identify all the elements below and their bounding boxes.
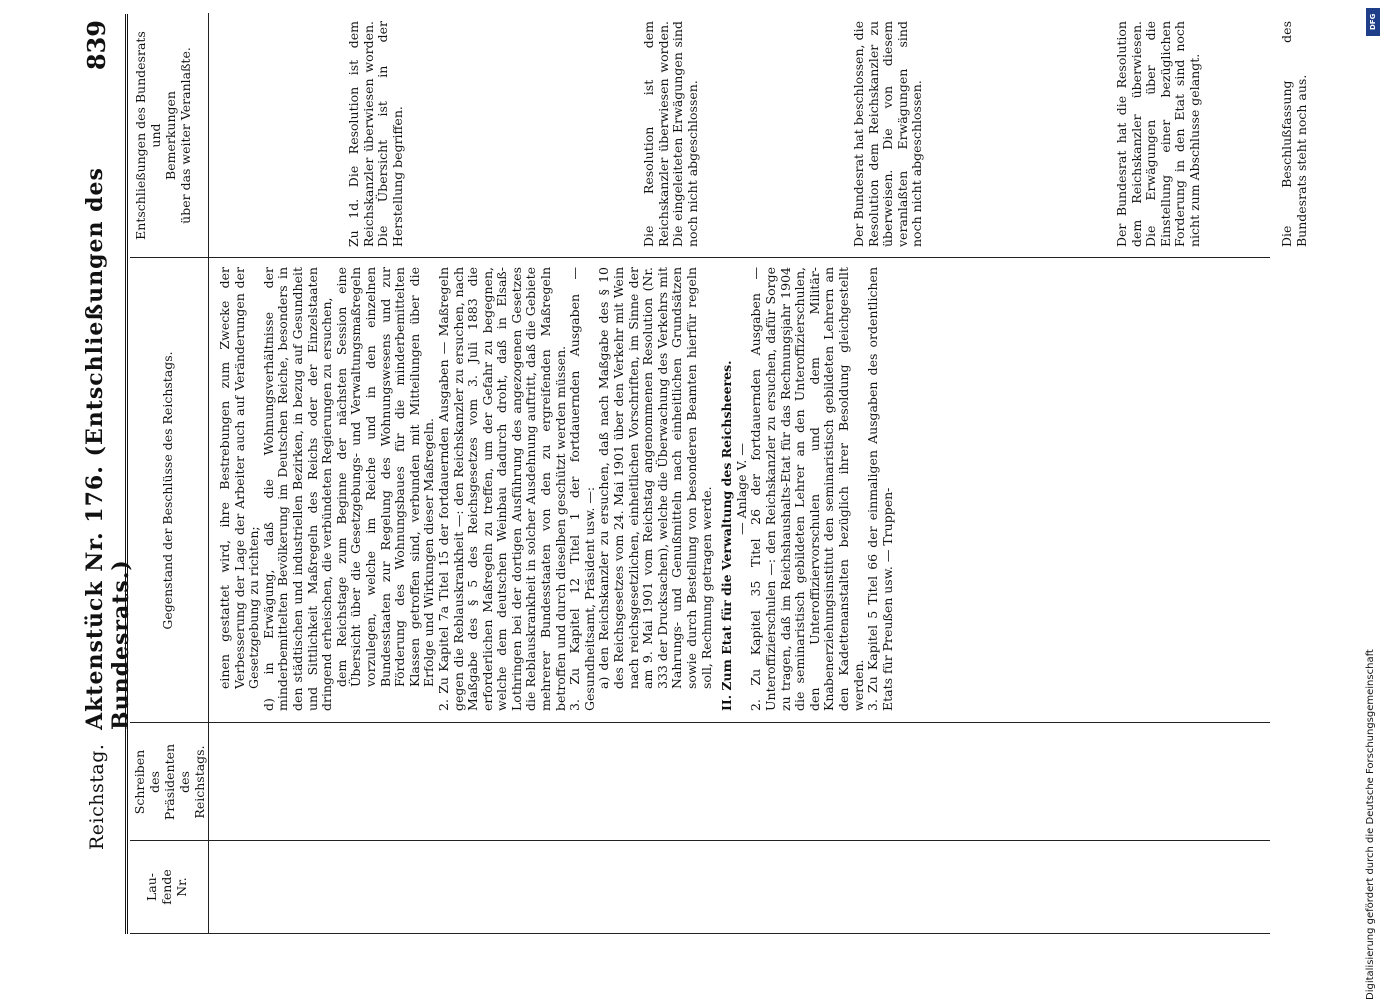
anlage-label: — Anlage V. — (733, 443, 749, 535)
resolution-table (130, 13, 1309, 934)
gegenstand-paragraph: d) in Erwägung, daß die Wohnungsverhältnisse der minderbemittelten Bevölkerung im Deutschen Reiche, besonders in den städtischen und industriellen Bezirken, in bezug auf Gesundheit und Sittlichkeit Maßregeln des Reichs oder der Einzelstaaten dringend erheischen, die verbündeten Regierungen zu ersuchen, (260, 267, 335, 711)
gegenstand-paragraph: a) den Reichskanzler zu ersuchen, daß nach Maßgabe des § 10 des Reichsgesetzes vom 24. Mai 1901 über den Verkehr mit Wein nach reichsgesetzlichen, einheitlichen Vorschriften, im Sinne der am 9. Mai 1901 vom Reichstag angenommenen Resolution (Nr. 333 der Drucksachen), welche die Überwachung des Verkehrs mit Nahrungs- und Genußmitteln nach einheitlichen Grundsätzen sowie durch Bestellung von besonderen Beamten hierfür regeln soll, Rechnung getragen werde. (596, 267, 714, 689)
column-header-gegenstand: Gegenstand der Beschlüsse des Reichstags. (130, 257, 209, 723)
gegenstand-paragraph: einen gestattet wird, ihre Bestrebungen zum Zwecke der Verbesserung der Lage der Arbeiter auch auf Veränderungen der Gesetzgebung zu richten; (217, 267, 262, 689)
entschliessung-3: Der Bundesrat hat beschlossen, die Resolution dem Reichskanzler zu überweisen. Die von diesem veranlaßten Erwägungen sind noch nicht abgeschlossen. (851, 21, 925, 247)
digitization-credit: Digitalisierung gefördert durch die Deutsche Forschungsgemeinschaft (1365, 649, 1376, 1000)
entschliessung-1: Zu 1d. Die Resolution ist dem Reichskanzler überwiesen worden. Die Übersicht ist in der Herstellung begriffen. (346, 21, 405, 247)
section-heading: II. Zum Etat für die Verwaltung des Reichsheeres. (719, 360, 735, 711)
gegenstand-paragraph: 3. Zu Kapitel 12 Titel 1 der fortdauernden Ausgaben — Gesundheitsamt, Präsident usw. —: (567, 267, 597, 711)
gegenstand-paragraph: 3. Zu Kapitel 5 Titel 66 der einmaligen Ausgaben des ordentlichen Etats für Preußen usw. — Truppen- (865, 267, 895, 711)
rotated-document-page (50, 0, 1309, 1000)
gegenstand-paragraph: 2. Zu Kapitel 7a Titel 15 der fortdauernden Ausgaben — Maßregeln gegen die Reblauskrankheit —: den Reichskanzler zu ersuchen, nach Maßgabe des § 5 des Reichsgesetzes vom 3. Juli 1883 die erforderlichen Maßregeln zu treffen, um der Gefahr zu begegnen, welche dem deutschen Weinbau dadurch droht, daß in Elsaß-Lothringen bei der dortigen Ausführung des angezogenen Gesetzes die Reblauskrankheit in solcher Ausdehnung auftritt, daß die Gebiete mehrerer Bundesstaaten von den zu ergreifenden Maßregeln betroffen und durch dieselben geschützt werden müssen. (435, 267, 568, 711)
column-divider (130, 840, 1270, 841)
entschliessung-4: Der Bundesrat hat die Resolution dem Reichskanzler überwiesen. Die Erwägungen über die Einstellung einer bezüglichen Forderung in den Etat sind noch nicht zum Abschlusse gelangt. (1114, 21, 1202, 247)
dfg-logo: DFG (1366, 8, 1380, 36)
column-divider (130, 257, 1270, 258)
page-header (82, 20, 134, 850)
column-divider (130, 722, 1270, 723)
entschliessung-2: Die Resolution ist dem Reichskanzler überwiesen worden. Die eingeleiteten Erwägungen sind noch nicht abgeschlossen. (641, 21, 700, 247)
header-rule (125, 14, 128, 934)
page-number: 839 (82, 20, 111, 71)
column-header-nr: Lau- fende Nr. (130, 840, 209, 933)
gegenstand-body (218, 267, 895, 711)
gegenstand-paragraph: dem Reichstage zum Beginne der nächsten Session eine Übersicht über die Gesetzgebungs- und Verwaltungsmaßregeln vorzulegen, welche im Reiche und in den einzelnen Bundesstaaten zur Regelung des Wohnungswesens und zur Förderung des Wohnungsbaues für die minderbemittelten Klassen getroffen sind, verbunden mit Mitteilungen über die Erfolge und Wirkungen dieser Maßregeln. (333, 267, 437, 687)
header-reichstag: Reichstag. (86, 743, 108, 850)
column-header-entschliessungen: Entschließungen des Bundesrats und Bemerkungen über das weiter Veranlaßte. (130, 13, 209, 258)
header-title: Aktenstück Nr. 176. (Entschließungen des Bundesrats.) (82, 167, 134, 730)
gegenstand-paragraph: 2. Zu Kapitel 35 Titel 26 der fortdauernden Ausgaben — Unteroffizierschulen —: den Reichskanzler zu ersuchen, dafür Sorge zu tragen, daß im Reichshaushalts-Etat für das Rechnungsjahr 1904 die seminaristisch gebildeten Lehrer an den Unteroffizierschulen, den Unteroffiziervorschulen und dem Militär-Knabenerziehungsinstitut den seminaristisch gebildeten Lehrern an den Kadettenanstalten bezüglich ihrer Besoldung gleichgestellt werden. (748, 267, 866, 711)
column-header-schreiben: Schreiben des Präsidenten des Reichstags. (130, 722, 209, 841)
entschliessung-5: Die Beschlußfassung des Bundesrats steht noch aus. (1279, 21, 1309, 247)
